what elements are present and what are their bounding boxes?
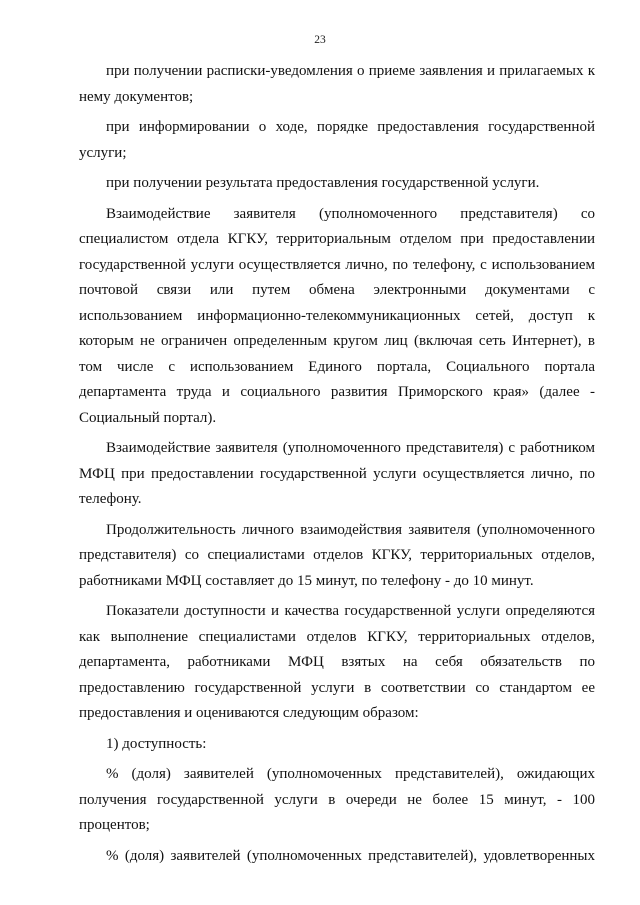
paragraph-duration: Продолжительность личного взаимодействия заявителя (уполномоченного представителя) со специалистами отделов КГКУ, территориальных отделов, работниками МФЦ составляет до 15 минут, по телефону - до 10 минут.: [79, 521, 595, 589]
paragraph-receipt-notice: при получении расписки-уведомления о приеме заявления и прилагаемых к нему документов;: [79, 63, 595, 105]
paragraph-informing: при информировании о ходе, порядке предоставления государственной услуги;: [79, 119, 595, 161]
paragraph-satisfied-share: % (доля) заявителей (уполномоченных представителей), удовлетворенных: [106, 847, 595, 864]
paragraph-interaction-kgku: Взаимодействие заявителя (уполномоченного представителя) со специалистом отдела КГКУ, территориальным отделом при предоставлении государственной услуги осуществляется лично, по телефону, с использованием почтовой связи или путем обмена электронными документами с использованием информационно-телекоммуникационных сетей, доступ к которым не ограничен определенным кругом лиц (включая сеть Интернет), в том числе с использованием Единого портала, Социального портала департамента труда и социального развития Приморского края» (далее - Социальный портал).: [79, 205, 595, 426]
paragraph-indicators: Показатели доступности и качества государственной услуги определяются как выполнение специалистами отделов КГКУ, территориальных отделов, департамента, работниками МФЦ взятых на себя обязательств по предоставлению государственной услуги в соответствии со стандартом ее предоставления и оцениваются следующим образом:: [79, 603, 595, 721]
page-number: 23: [314, 34, 326, 46]
paragraph-interaction-mfc: Взаимодействие заявителя (уполномоченного представителя) с работником МФЦ при предоставлении государственной услуги осуществляется лично, по телефону.: [79, 440, 595, 507]
paragraph-accessibility-heading: 1) доступность:: [106, 735, 207, 752]
document-body: [79, 59, 595, 874]
paragraph-result: при получении результата предоставления государственной услуги.: [106, 175, 540, 191]
paragraph-queue-share: % (доля) заявителей (уполномоченных представителей), ожидающих получения государственной услуги в очереди не более 15 минут, - 100 процентов;: [79, 766, 595, 833]
